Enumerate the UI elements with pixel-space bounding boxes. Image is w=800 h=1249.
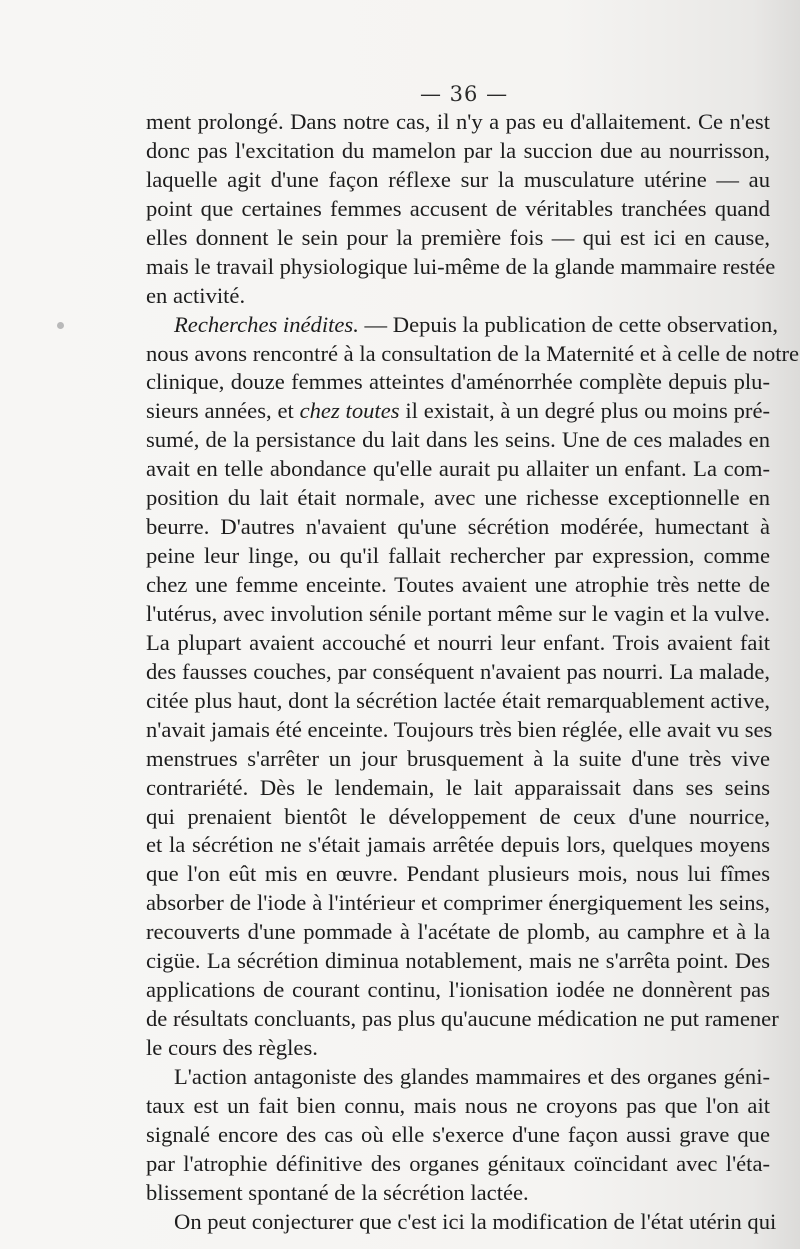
text-line: elles donnent le sein pour la première fois — qui est ici en cause, <box>146 224 770 250</box>
text-line: nous avons rencontré à la consultation de la Maternité et à celle de notre <box>146 340 800 366</box>
text-line: On peut conjecturer que c'est ici la modification de l'état utérin qui <box>174 1208 777 1234</box>
text-line: cigüe. La sécrétion diminua notablement, mais ne s'arrêta point. Des <box>146 948 770 974</box>
text-line: qui prenaient bientôt le développement de ceux d'une nourrice, <box>146 803 770 829</box>
text-line: peine leur linge, ou qu'il fallait rechercher par expression, comme <box>146 543 770 569</box>
text-line: avait en telle abondance qu'elle aurait pu allaiter un enfant. La com- <box>146 456 770 482</box>
text-line: La plupart avaient accouché et nourri leur enfant. Trois avaient fait <box>146 629 770 655</box>
text-line: point que certaines femmes accusent de véritables tranchées quand <box>146 195 770 221</box>
text-line: laquelle agit d'une façon réflexe sur la musculature utérine — au <box>146 166 770 192</box>
text-line: en activité. <box>146 282 246 308</box>
text-line: citée plus haut, dont la sécrétion lactée était remarquablement active, <box>146 687 770 713</box>
text-line: signalé encore des cas où elle s'exerce d'une façon aussi grave que <box>146 1121 770 1147</box>
text-line: le cours des règles. <box>146 1035 318 1060</box>
margin-mark <box>57 322 64 329</box>
text-line: chez une femme enceinte. Toutes avaient une atrophie très nette de <box>146 572 770 597</box>
text-line: ment prolongé. Dans notre cas, il n'y a pas eu d'allaitement. Ce n'est <box>146 109 770 134</box>
text-line: l'utérus, avec involution sénile portant même sur le vagin et la vulve. <box>146 600 770 626</box>
text-line: applications de courant continu, l'ionisation iodée ne donnèrent pas <box>146 977 770 1003</box>
text-line: n'avait jamais été enceinte. Toujours très bien réglée, elle avait vu ses <box>146 716 773 742</box>
text-line: sieurs années, et chez toutes il existait, à un degré plus ou moins pré- <box>146 398 770 424</box>
text-line: clinique, douze femmes atteintes d'aménorrhée complète depuis plu- <box>146 369 770 395</box>
text-line: blissement spontané de la sécrétion lactée. <box>146 1179 529 1205</box>
text-line: menstrues s'arrêter un jour brusquement à la suite d'une très vive <box>146 745 770 771</box>
text-line: beurre. D'autres n'avaient qu'une sécrétion modérée, humectant à <box>146 514 770 540</box>
text-line: absorber de l'iode à l'intérieur et comprimer énergiquement les seins, <box>146 890 770 916</box>
text-line: des fausses couches, par conséquent n'avaient pas nourri. La malade, <box>146 658 770 684</box>
text-line: de résultats concluants, pas plus qu'aucune médication ne put ramener <box>146 1006 779 1032</box>
text-line: sumé, de la persistance du lait dans les seins. Une de ces malades en <box>146 427 770 453</box>
text-line: par l'atrophie définitive des organes génitaux coïncidant avec l'éta- <box>146 1150 770 1176</box>
text-line: mais le travail physiologique lui-même de la glande mammaire restée <box>146 253 776 279</box>
text-line: que l'on eût mis en œuvre. Pendant plusieurs mois, nous lui fîmes <box>146 861 770 887</box>
body-text <box>146 108 800 1237</box>
page-number: — 36 — <box>420 82 509 106</box>
text-line: L'action antagoniste des glandes mammaires et des organes géni- <box>174 1063 770 1089</box>
text-line: Recherches inédites. — Depuis la publication de cette observation, <box>174 311 778 337</box>
text-line: taux est un fait bien connu, mais nous ne croyons pas que l'on ait <box>146 1092 770 1118</box>
text-line: et la sécrétion ne s'était jamais arrêtée depuis lors, quelques moyens <box>146 832 770 858</box>
text-line: contrariété. Dès le lendemain, le lait apparaissait dans ses seins <box>146 774 770 800</box>
text-line: position du lait était normale, avec une richesse exceptionnelle en <box>146 485 770 511</box>
text-line: recouverts d'une pommade à l'acétate de plomb, au camphre et à la <box>146 919 770 945</box>
text-line: donc pas l'excitation du mamelon par la succion due au nourrisson, <box>146 137 770 163</box>
